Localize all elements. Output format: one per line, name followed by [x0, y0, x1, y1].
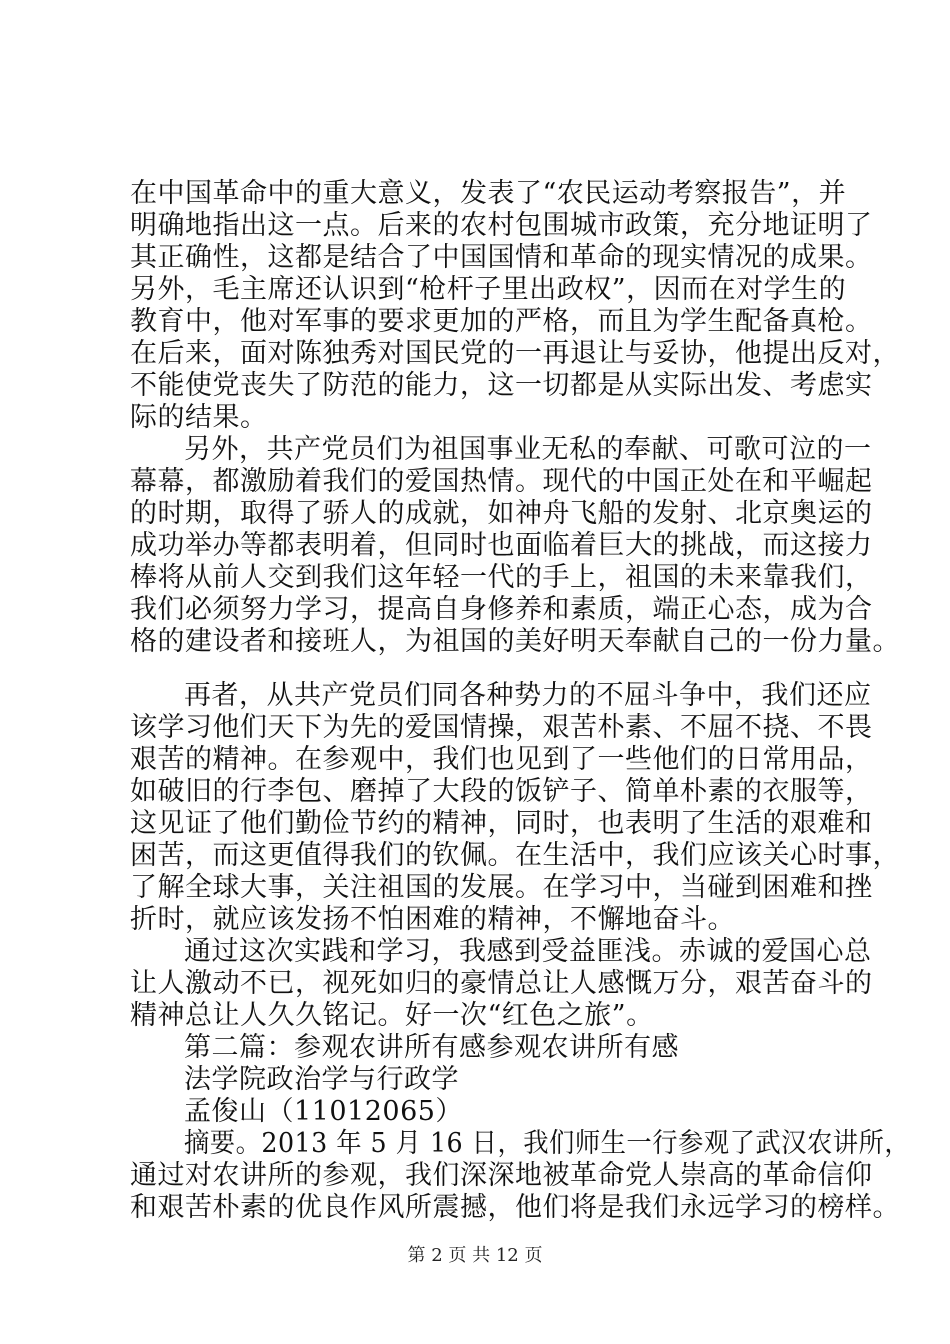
author-affiliation: 法学院政治学与行政学 — [184, 1064, 459, 1095]
body-line: 和艰苦朴素的优良作风所震撼，他们将是我们永远学习的榜样。 — [130, 1192, 900, 1223]
body-line: 幕幕，都激励着我们的爱国热情。现代的中国正处在和平崛起 — [130, 466, 873, 497]
section-heading: 第二篇：参观农讲所有感参观农讲所有感 — [184, 1032, 679, 1063]
body-line: 困苦，而这更值得我们的钦佩。在生活中，我们应该关心时事， — [130, 840, 900, 871]
paragraph-start: 再者，从共产党员们同各种势力的不屈斗争中，我们还应 — [184, 680, 872, 711]
body-line: 通过对农讲所的参观，我们深深地被革命党人崇高的革命信仰 — [130, 1160, 873, 1191]
body-line: 我们必须努力学习，提高自身修养和素质，端正心态，成为合 — [130, 594, 873, 625]
body-line: 让人激动不已，视死如归的豪情总让人感慨万分，艰苦奋斗的 — [130, 968, 873, 999]
body-line: 其正确性，这都是结合了中国国情和革命的现实情况的成果。 — [130, 242, 873, 273]
body-line: 的时期，取得了骄人的成就，如神舟飞船的发射、北京奥运的 — [130, 498, 873, 529]
body-line: 艰苦的精神。在参观中，我们也见到了一些他们的日常用品， — [130, 744, 873, 775]
paragraph-start: 另外，共产党员们为祖国事业无私的奉献、可歌可泣的一 — [184, 434, 872, 465]
body-line: 不能使党丧失了防范的能力，这一切都是从实际出发、考虑实 — [130, 370, 873, 401]
body-line: 另外，毛主席还认识到“枪杆子里出政权”，因而在对学生的 — [130, 274, 847, 305]
body-line: 该学习他们天下为先的爱国情操，艰苦朴素、不屈不挠、不畏 — [130, 712, 873, 743]
body-line: 精神总让人久久铭记。好一次“红色之旅”。 — [130, 1000, 654, 1031]
body-line: 折时，就应该发扬不怕困难的精神，不懈地奋斗。 — [130, 904, 735, 935]
body-line: 如破旧的行李包、磨掉了大段的饭铲子、简单朴素的衣服等， — [130, 776, 873, 807]
body-line: 这见证了他们勤俭节约的精神，同时，也表明了生活的艰难和 — [130, 808, 873, 839]
body-line: 在中国革命中的重大意义，发表了“农民运动考察报告”，并 — [130, 178, 847, 209]
author-name: 孟俊山（11012065） — [184, 1096, 463, 1127]
body-line: 了解全球大事，关注祖国的发展。在学习中，当碰到困难和挫 — [130, 872, 873, 903]
abstract-start: 摘要。2013 年 5 月 16 日，我们师生一行参观了武汉农讲所， — [184, 1128, 911, 1159]
body-line: 教育中，他对军事的要求更加的严格，而且为学生配备真枪。 — [130, 306, 873, 337]
body-line: 成功举办等都表明着，但同时也面临着巨大的挑战，而这接力 — [130, 530, 873, 561]
paragraph-start: 通过这次实践和学习，我感到受益匪浅。赤诚的爱国心总 — [184, 936, 872, 967]
body-line: 格的建设者和接班人，为祖国的美好明天奉献自己的一份力量。 — [130, 626, 900, 657]
body-line: 棒将从前人交到我们这年轻一代的手上，祖国的未来靠我们， — [130, 562, 873, 593]
body-line: 际的结果。 — [130, 402, 268, 433]
body-line: 明确地指出这一点。后来的农村包围城市政策，充分地证明了 — [130, 210, 873, 241]
body-line: 在后来，面对陈独秀对国民党的一再退让与妥协，他提出反对， — [130, 338, 900, 369]
page-number-footer: 第 2 页 共 12 页 — [407, 1245, 543, 1266]
